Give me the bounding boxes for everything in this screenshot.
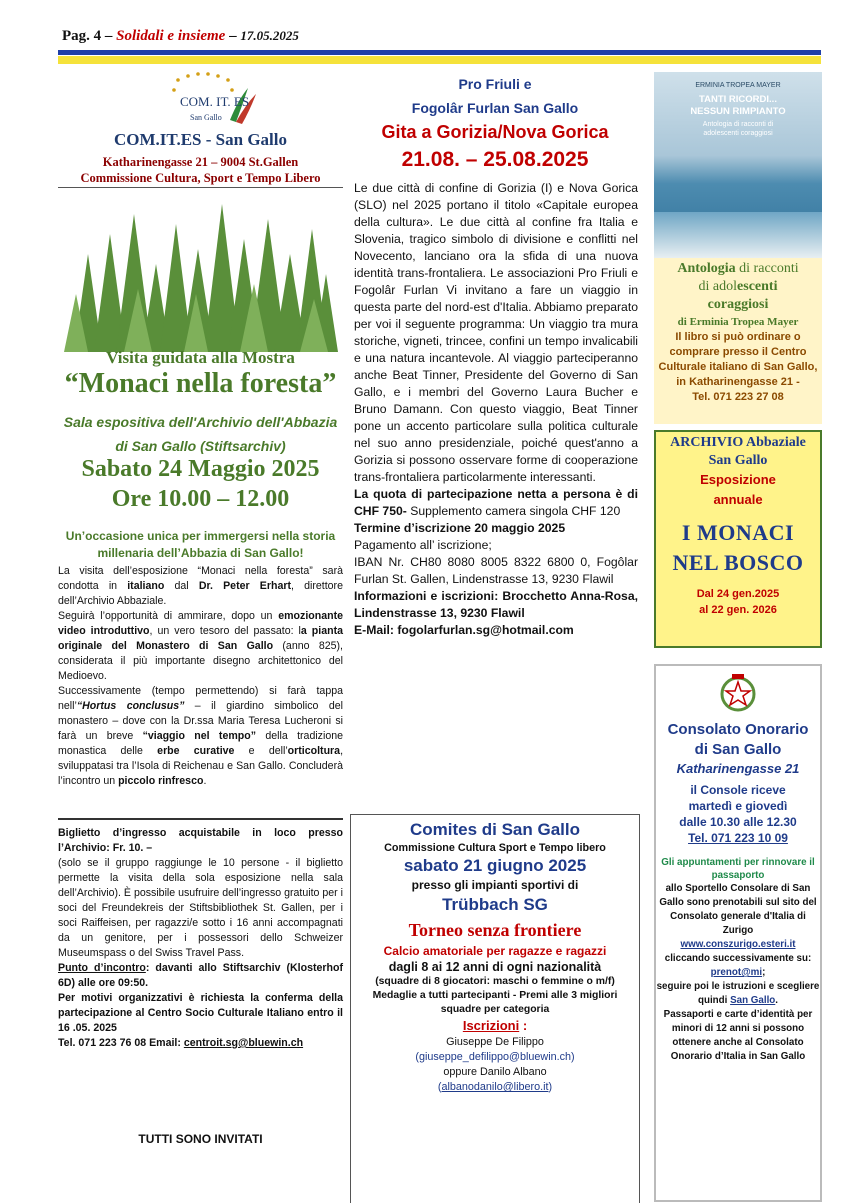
mostra-intro: Un’occasione unica per immergersi nella storia millenaria dell’Abbazia di San Gallo! xyxy=(65,529,336,560)
italy-emblem-icon xyxy=(718,672,758,714)
ticket-info: Biglietto d’ingresso acquistabile in loco presso l’Archivio: Fr. 10. – (solo se il gruppo raggiunge le 10 persone - il biglietto permette la visita della sola esposizione nella sala dell’Archivio). È possibile usufruire dell’ingresso gratuito per i soci del Freundekreis der Stiftsbibliothek St. Gallen, per i soci Raiffeisen, per ragazzi/e sotto i 16 anni accompagnati da un genitore, per i possessori dello Schweizer Museumspass o del Swiss Travel Pass. Punto d’incontro: davanti allo Stiftsarchiv (Klosterhof 6D) alle ore 09:50. Per motivi organizzativi è richiesta la conferma della partecipazione al Centro Socio Culturale Italiano entro il 16 .05. 2025 Tel. 071 223 76 08 Email: centroit.sg@bluewin.ch xyxy=(58,827,343,1049)
mostra-pretitle: Visita guidata alla Mostra xyxy=(106,348,295,367)
divider xyxy=(58,818,343,820)
san-gallo-link[interactable]: San Gallo xyxy=(730,995,776,1006)
mostra-description: La visita dell’esposizione “Monaci nella foresta” sarà condotta in italiano dal Dr. Peter Erhart, direttore dell’Archivio Abbaziale. Seguirà l’opportunità di ammirare, dopo un emozionante video introduttivo, un vero tesoro del passato: la pianta originale del Monastero di San Gallo (anno 825), considerata il più importante disegno architettonico del Medioevo. Successivamente (tempo permettendo) si farà tappa nell’“Hortus conclusus” – il giardino simbolico del monastero – dove con la Dr.ssa Maria Teresa Lucheroni si farà un breve “viaggio nel tempo” della tradizione monastica delle erbe curative e dell’orticoltura, sviluppatasi tra l’Isola di Reichenau e San Gallo. Concluderà l’incontro un piccolo rinfresco. xyxy=(58,565,344,787)
archivio-box: ARCHIVIO Abbaziale San Gallo Esposizione annuale I MONACI NEL BOSCO Dal 24 gen.2025 al 22 gen. 2026 xyxy=(654,430,822,648)
comites-logo xyxy=(138,70,268,128)
forest-illustration xyxy=(64,194,340,352)
comites-address: Katharinengasse 21 – 9004 St.Gallen Commissione Cultura, Sport e Tempo Libero xyxy=(80,155,321,185)
gita-description: Le due città di confine di Gorizia (I) e Nova Gorica (SLO) nel 2025 portano il titolo «Capitale europea della cultura». Le due città al confine fra Italia e Slovenia, tragico simbolo di divisione e conflitti nel Novecento, lanciano ora la sfida di una nuova identità trans-frontaliera. Le associazioni Pro Friuli e Fogolâr Furlan Vi invitano a fare un viaggio in questa parte del nord-est d'Italia. Abbiamo preparato per voi il seguente programma: Un viaggio tra mura storiche, vigneti, trincee, confini un tempo invalicabili e una natura incantevole. Al viaggio parteciperanno anche Beat Tinner, Presidente del Governo di San Gallo, e i membri del Governo Laura Bucher e Bruno Damann. Con questo viaggio, Beat Tinner pone un accento particolare sulla politica culturale nel suo anno presidenziale, poiché quest'anno a Gorizia si possono osservare forme di cooperazione trans-frontaliera particolarmente interessanti. La quota di partecipazione netta a persona è di CHF 750- Supplemento camera singola CHF 120 Termine d’iscrizione 20 maggio 2025 Pagamento all’ iscrizione; IBAN Nr. CH80 8080 8005 8322 6800 0, Fogôlar Furlan St. Gallen, Lindenstrasse 13, 9230 Flawil Informazioni e iscrizioni: Brocchetto Anna-Rosa, Lindenstrasse 13, 9230 Flawil E-Mail: fogolarfurlan.sg@hotmail.com xyxy=(354,181,638,637)
torneo-email-2[interactable]: albanodanilo@libero.it xyxy=(441,1081,549,1093)
friuli-email[interactable]: E-Mail: fogolarfurlan.sg@hotmail.com xyxy=(354,623,574,637)
book-cover: ERMINIA TROPEA MAYER TANTI RICORDI... NESSUN RIMPIANTO Antologia di racconti di adolescenti coraggiosi xyxy=(654,72,822,258)
publication-name: Solidali e insieme xyxy=(116,28,226,44)
consolato-link[interactable]: www.conszurigo.esteri.it xyxy=(680,939,796,950)
issue-date: 17.05.2025 xyxy=(240,28,299,43)
header-yellow-stripe xyxy=(58,56,821,64)
torneo-date: sabato 21 giugno 2025 xyxy=(403,856,587,875)
gita-title: Gita a Gorizia/Nova Gorica xyxy=(381,122,609,142)
email-link[interactable]: centroit.sg@bluewin.ch xyxy=(183,1037,304,1049)
torneo-box: Comites di San Gallo Commissione Cultura Sport e Tempo libero sabato 21 giugno 2025 presso gli impianti sportivi di Trübbach SG Torneo senza frontiere Calcio amatoriale per ragazze e ragazzi dagli 8 ai 12 anni di ogni nazionalità (squadre di 8 giocatori: maschi o femmine o m/f) Medaglie a tutti partecipanti - Premi alle 3 migliori squadre per categoria Iscrizioni : Giuseppe De Filippo (giuseppe_defilippo@bluewin.ch) oppure Danilo Albano (albanodanilo@libero.it) xyxy=(350,814,640,1203)
friuli-header: Pro Friuli e Fogolâr Furlan San Gallo xyxy=(411,76,579,116)
gita-date: 21.08. – 25.08.2025 xyxy=(401,148,589,171)
page-header: Pag. 4 – Solidali e insieme – 17.05.2025 xyxy=(62,28,299,44)
mostra-subtitle: Sala espositiva dell'Archivio dell'Abbazia di San Gallo (Stiftsarchiv) xyxy=(63,414,338,454)
torneo-email-1[interactable]: (giuseppe_defilippo@bluewin.ch) xyxy=(415,1051,575,1063)
torneo-title: Torneo senza frontiere xyxy=(408,920,582,940)
antologia-box: Antologia di racconti di adolescenti coraggiosi di Erminia Tropea Mayer Il libro si può ordinare o comprare presso il Centro Culturale italiano di San Gallo, in Katharinengasse 21 - Tel. 071 223 27 08 xyxy=(654,258,822,424)
invite-text: TUTTI SONO INVITATI xyxy=(138,1132,263,1146)
svg-text:COM. IT. ES: COM. IT. ES xyxy=(180,94,250,109)
divider xyxy=(58,187,343,188)
comites-title: COM.IT.ES - San Gallo xyxy=(113,130,288,149)
page-number: Pag. 4 xyxy=(62,28,102,44)
torneo-org: Comites di San Gallo xyxy=(409,820,581,839)
consolato-box: Consolato Onorario di San Gallo Katharinengasse 21 il Console riceve martedì e giovedì dalle 10.30 alle 12.30 Tel. 071 223 10 09 Gli appuntamenti per rinnovare il passaporto allo Sportello Consolare di San Gallo sono prenotabili sul sito del Consolato generale d'Italia di Zurigo www.conszurigo.esteri.it cliccando successivamente su: prenot@mi; seguire poi le istruzioni e scegliere quindi San Gallo. Passaporti e carte d’identità per minori di 12 anni si possono ottenere anche al Consolato Onorario d’Italia in San Gallo xyxy=(654,664,822,1202)
mostra-date: Sabato 24 Maggio 2025 Ore 10.00 – 12.00 xyxy=(81,456,320,512)
prenotami-link[interactable]: prenot@mi xyxy=(710,967,763,978)
torneo-town: Trübbach SG xyxy=(442,895,548,914)
header-blue-stripe xyxy=(58,50,821,55)
mostra-title: “Monaci nella foresta” xyxy=(64,368,337,399)
svg-text:San Gallo: San Gallo xyxy=(190,113,222,122)
